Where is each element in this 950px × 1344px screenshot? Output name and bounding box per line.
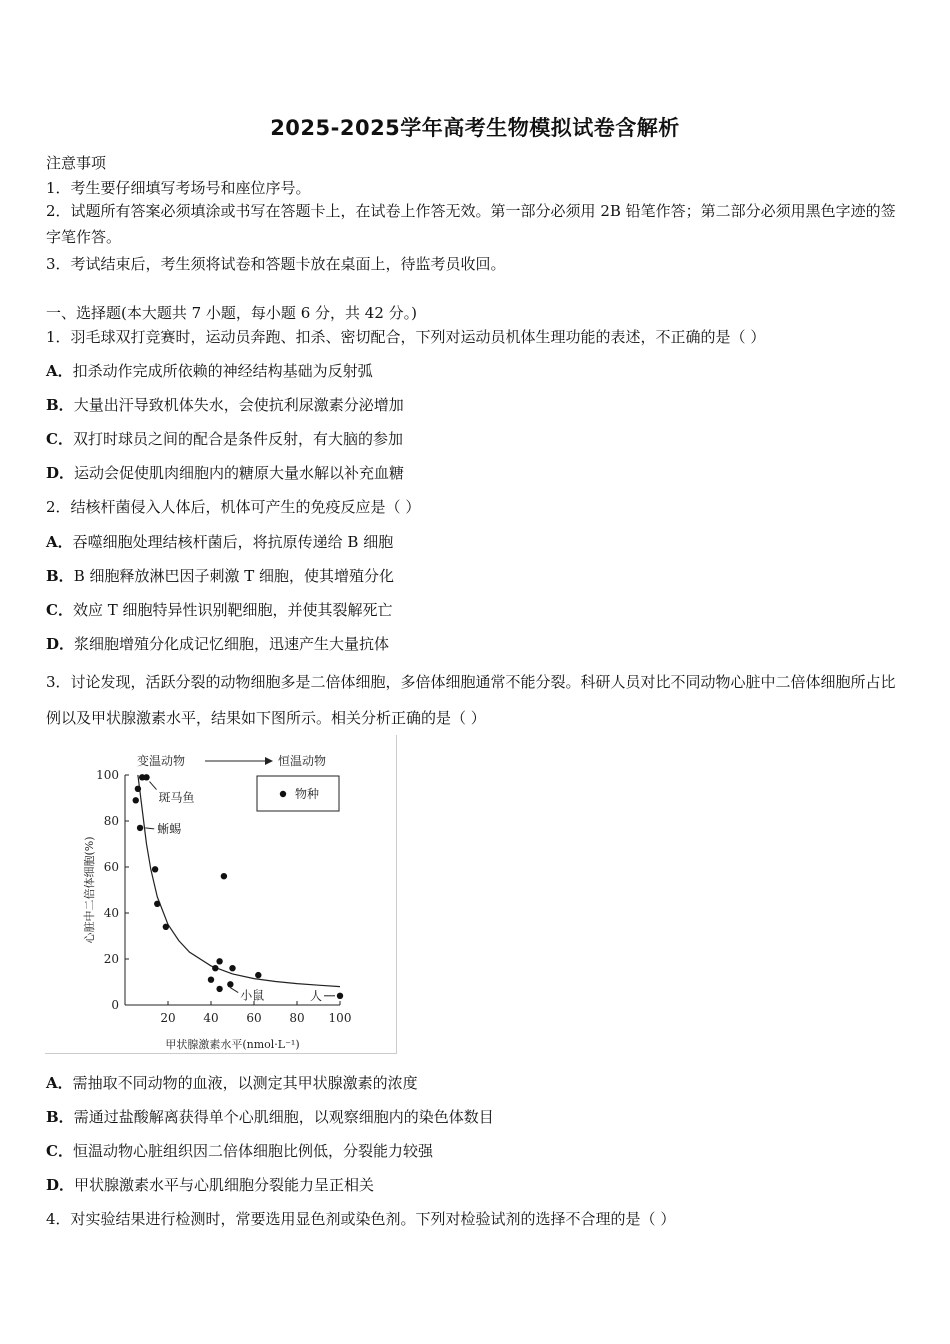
y-tick-label: 40	[103, 906, 119, 920]
option-text: B 细胞释放淋巴因子刺激 T 细胞，使其增殖分化	[73, 567, 395, 585]
document-title: 2025-2025学年高考生物模拟试卷含解析	[270, 116, 680, 140]
x-tick-label: 60	[246, 1011, 262, 1025]
data-point	[227, 981, 233, 987]
q3-option-c	[46, 1140, 433, 1161]
legend-label: 物种	[295, 787, 320, 801]
data-point	[229, 965, 235, 971]
q1-option-c	[46, 428, 403, 449]
q1-option-d	[46, 462, 404, 483]
x-axis-label: 甲状腺激素水平(nmol·L⁻¹)	[165, 1038, 300, 1051]
section-heading: 一、选择题(本大题共 7 小题，每小题 6 分，共 42 分。)	[46, 304, 417, 322]
annotation-leader	[230, 988, 238, 993]
option-text: 大量出汗导致机体失水，会使抗利尿激素分泌增加	[73, 396, 404, 414]
option-text: 需抽取不同动物的血液，以测定其甲状腺激素的浓度	[72, 1074, 418, 1092]
option-letter: B．	[46, 1108, 74, 1126]
option-letter: D．	[46, 464, 75, 482]
option-letter: D．	[46, 635, 75, 653]
data-point	[216, 958, 222, 964]
annotation-leader	[150, 782, 157, 790]
option-letter: C．	[46, 430, 73, 448]
q2-option-b	[46, 565, 394, 586]
option-letter: C．	[46, 601, 73, 619]
option-letter: D．	[46, 1176, 75, 1194]
question-1-stem: 1．羽毛球双打竞赛时，运动员奔跑、扣杀、密切配合，下列对运动员机体生理功能的表述，不正确的是（ ）	[46, 328, 766, 346]
data-point	[216, 986, 222, 992]
data-point	[137, 825, 143, 831]
option-letter: C．	[46, 1142, 73, 1160]
chart-svg	[45, 735, 396, 1053]
option-letter: A．	[46, 362, 73, 380]
y-axis-label: 心脏中二倍体细胞(%)	[83, 836, 96, 944]
q3-option-a	[46, 1072, 418, 1093]
x-tick-label: 100	[328, 1011, 352, 1025]
x-tick-label: 40	[203, 1011, 219, 1025]
option-text: 吞噬细胞处理结核杆菌后，将抗原传递给 B 细胞	[72, 533, 394, 551]
option-letter: B．	[46, 396, 74, 414]
direction-arrow-head	[265, 757, 273, 765]
y-tick-label: 20	[103, 952, 119, 966]
notice-item-2: 2．试题所有答案必须填涂或书写在答题卡上，在试卷上作答无效。第一部分必须用 2B 铅笔作答；第二部分必须用黑色字迹的签字笔作答。	[46, 202, 896, 246]
option-text: 运动会促使肌肉细胞内的糖原大量水解以补充血糖	[74, 464, 405, 482]
annotation-lizard: 蜥蜴	[157, 821, 182, 836]
annotation-leader	[145, 828, 154, 829]
option-text: 需通过盐酸解离获得单个心肌细胞，以观察细胞内的染色体数目	[73, 1108, 494, 1126]
data-point	[212, 965, 218, 971]
q1-option-b	[46, 394, 404, 415]
data-point	[208, 977, 214, 983]
fit-curve	[138, 775, 340, 987]
q1-option-a	[46, 360, 373, 381]
option-text: 恒温动物心脏组织因二倍体细胞比例低，分裂能力较强	[72, 1142, 433, 1160]
data-point	[135, 786, 141, 792]
question-3-stem: 3．讨论发现，活跃分裂的动物细胞多是二倍体细胞，多倍体细胞通常不能分裂。科研人员对比不同动物心脏中二倍体细胞所占比例以及甲状腺激素水平，结果如下图所示。相关分析正确的是（ ）	[46, 673, 896, 727]
notice-item-1: 1．考生要仔细填写考场号和座位序号。	[46, 179, 311, 197]
y-tick-label: 60	[103, 860, 119, 874]
option-text: 双打时球员之间的配合是条件反射，有大脑的参加	[72, 430, 403, 448]
data-point	[221, 873, 227, 879]
y-tick-label: 80	[103, 814, 119, 828]
option-text: 甲状腺激素水平与心肌细胞分裂能力呈正相关	[74, 1176, 375, 1194]
data-point	[337, 993, 343, 999]
annotation-zebrafish: 斑马鱼	[158, 790, 195, 805]
data-point	[255, 972, 261, 978]
x-tick-label: 20	[160, 1011, 176, 1025]
question-2-stem: 2．结核杆菌侵入人体后，机体可产生的免疫反应是（ ）	[46, 498, 421, 516]
option-letter: A．	[46, 1074, 73, 1092]
notice-heading: 注意事项	[46, 154, 107, 172]
option-letter: A．	[46, 533, 73, 551]
thyroid-diploid-chart	[45, 735, 397, 1054]
q2-option-a	[46, 531, 393, 552]
y-tick-label: 100	[96, 768, 119, 782]
notice-item-3: 3．考试结束后，考生须将试卷和答题卡放在桌面上，待监考员收回。	[46, 255, 506, 273]
y-tick-label: 0	[111, 998, 119, 1012]
cold-blooded-label: 变温动物	[137, 754, 186, 768]
x-tick-label: 80	[289, 1011, 305, 1025]
q2-option-c	[46, 599, 393, 620]
annotation-mouse: 小鼠	[240, 988, 265, 1003]
data-point	[163, 924, 169, 930]
option-text: 效应 T 细胞特异性识别靶细胞，并使其裂解死亡	[72, 601, 393, 619]
annotation-human: 人	[310, 988, 323, 1003]
option-letter: B．	[46, 567, 74, 585]
question-4-stem: 4．对实验结果进行检测时，常要选用显色剂或染色剂。下列对检验试剂的选择不合理的是（ ）	[46, 1210, 676, 1228]
legend-marker	[280, 791, 286, 797]
q3-option-d	[46, 1174, 374, 1195]
option-text: 扣杀动作完成所依赖的神经结构基础为反射弧	[72, 362, 373, 380]
data-point	[152, 866, 158, 872]
data-point	[143, 774, 149, 780]
warm-blooded-label: 恒温动物	[278, 754, 327, 768]
data-point	[133, 797, 139, 803]
q3-option-b	[46, 1106, 494, 1127]
option-text: 浆细胞增殖分化成记忆细胞，迅速产生大量抗体	[74, 635, 390, 653]
q2-option-d	[46, 633, 389, 654]
data-point	[154, 901, 160, 907]
